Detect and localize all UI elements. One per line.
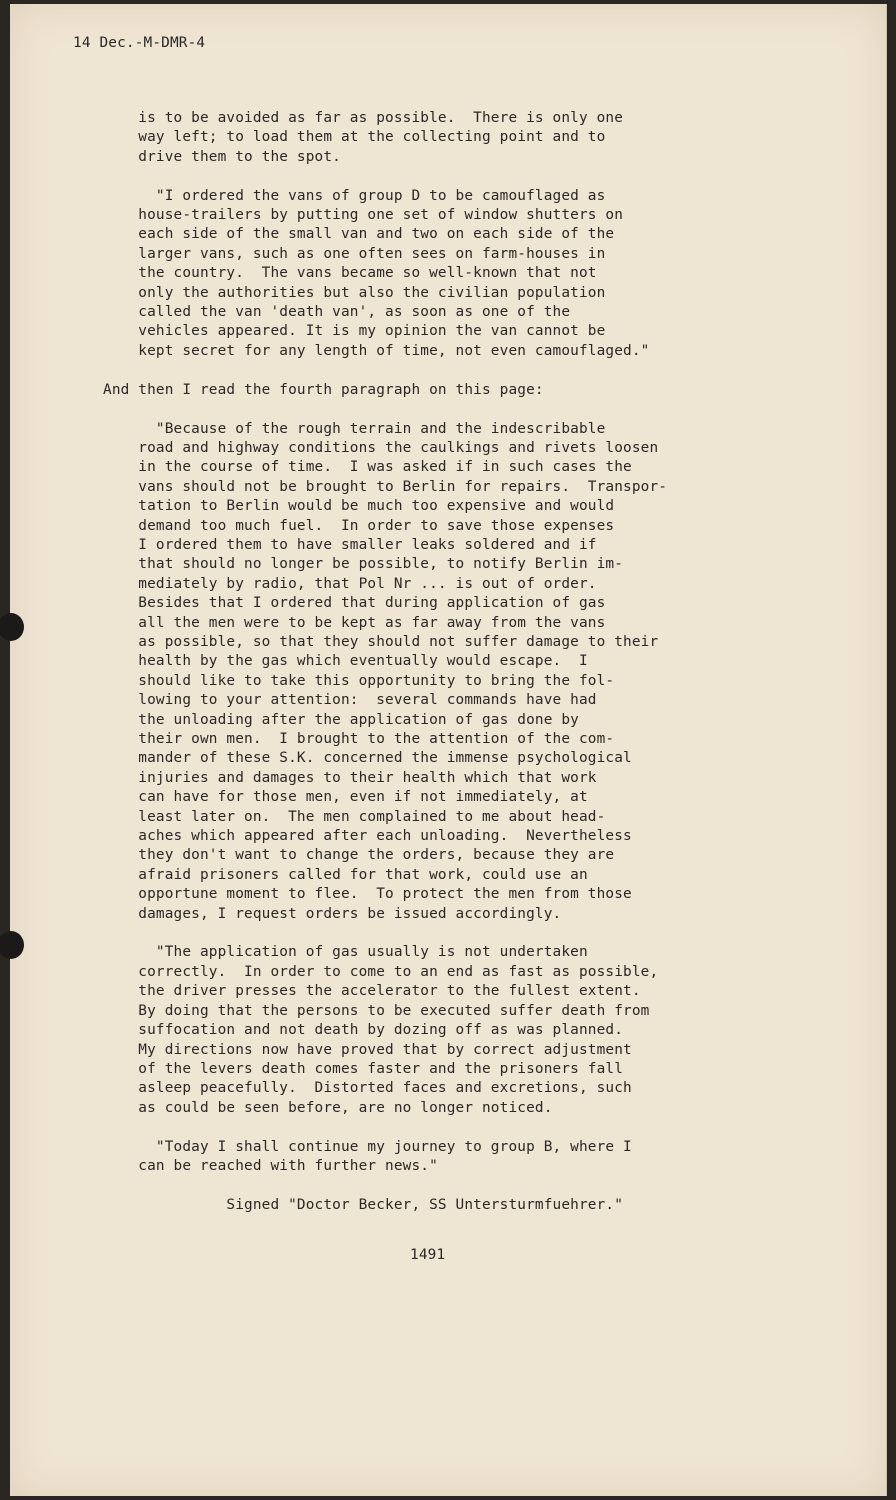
text-line: the driver presses the accelerator to the fullest extent. <box>103 983 641 1000</box>
text-line: Signed "Doctor Becker, SS Untersturmfuehrer." <box>103 1196 624 1213</box>
text-line: correctly. In order to come to an end as fast as possible, <box>103 963 659 980</box>
blank-line <box>103 1118 667 1137</box>
text-line: "Because of the rough terrain and the indescribable <box>103 420 606 437</box>
text-line: in the course of time. I was asked if in such cases the <box>103 459 632 476</box>
text-line: opportune moment to flee. To protect the men from those <box>103 886 632 903</box>
binder-hole-upper <box>0 613 24 641</box>
text-line: And then I read the fourth paragraph on this page: <box>103 381 544 398</box>
text-line: their own men. I brought to the attention of the com- <box>103 731 615 747</box>
text-line: "The application of gas usually is not undertaken <box>103 944 588 961</box>
text-line: damages, I request orders be issued accordingly. <box>103 905 562 922</box>
text-line: lowing to your attention: several commands have had <box>103 692 597 709</box>
text-line: mander of these S.K. concerned the immense psychological <box>103 750 632 767</box>
document-page <box>10 4 887 1496</box>
text-line: called the van 'death van', as soon as one of the <box>103 304 571 321</box>
text-line: as possible, so that they should not suffer damage to their <box>103 633 659 650</box>
text-line: asleep peacefully. Distorted faces and excretions, such <box>103 1080 632 1097</box>
text-line: tation to Berlin would be much too expensive and would <box>103 498 615 515</box>
text-line: demand too much fuel. In order to save those expenses <box>103 517 615 534</box>
document-body <box>103 109 667 1215</box>
binder-hole-lower <box>0 931 24 959</box>
text-line: each side of the small van and two on each side of the <box>103 226 615 243</box>
text-line: injuries and damages to their health which that work <box>103 769 597 786</box>
text-line: aches which appeared after each unloading. Nevertheless <box>103 828 632 845</box>
text-line: afraid prisoners called for that work, could use an <box>103 866 588 883</box>
text-line: way left; to load them at the collecting point and to <box>103 129 606 146</box>
text-line: only the authorities but also the civilian population <box>103 284 606 301</box>
blank-line <box>103 167 667 186</box>
text-line: I ordered them to have smaller leaks soldered and if <box>103 536 597 553</box>
text-line: the unloading after the application of gas done by <box>103 711 579 728</box>
text-line: least later on. The men complained to me about head- <box>103 808 606 825</box>
text-line: that should no longer be possible, to notify Berlin im- <box>103 556 624 573</box>
blank-line <box>103 1176 667 1195</box>
text-line: Besides that I ordered that during application of gas <box>103 595 606 612</box>
document-header: 14 Dec.-M-DMR-4 <box>73 35 206 51</box>
text-line: house-trailers by putting one set of window shutters on <box>103 207 624 224</box>
text-line: By doing that the persons to be executed suffer death from <box>103 1002 650 1019</box>
text-line: road and highway conditions the caulkings and rivets loosen <box>103 439 659 456</box>
text-line: they don't want to change the orders, because they are <box>103 847 615 864</box>
text-line: drive them to the spot. <box>103 148 341 165</box>
page-number: 1491 <box>410 1247 446 1263</box>
text-line: vans should not be brought to Berlin for repairs. Transpor- <box>103 478 668 495</box>
text-line: "Today I shall continue my journey to group B, where I <box>103 1138 632 1155</box>
text-line: larger vans, such as one often sees on farm-houses in <box>103 245 606 262</box>
text-line: can have for those men, even if not immediately, at <box>103 789 588 806</box>
blank-line <box>103 400 667 419</box>
text-line: mediately by radio, that Pol Nr ... is out of order. <box>103 575 597 592</box>
text-line: should like to take this opportunity to bring the fol- <box>103 672 615 689</box>
text-line: suffocation and not death by dozing off as was planned. <box>103 1022 624 1039</box>
text-line: "I ordered the vans of group D to be camouflaged as <box>103 187 606 204</box>
blank-line <box>103 924 667 943</box>
text-line: can be reached with further news." <box>103 1157 438 1174</box>
text-line: kept secret for any length of time, not even camouflaged." <box>103 342 650 359</box>
text-line: of the levers death comes faster and the prisoners fall <box>103 1060 624 1077</box>
blank-line <box>103 361 667 380</box>
text-line: all the men were to be kept as far away from the vans <box>103 614 606 631</box>
text-line: health by the gas which eventually would escape. I <box>103 653 588 670</box>
text-line: is to be avoided as far as possible. There is only one <box>103 110 624 126</box>
text-line: the country. The vans became so well-known that not <box>103 265 597 282</box>
text-line: My directions now have proved that by correct adjustment <box>103 1041 632 1058</box>
text-line: as could be seen before, are no longer noticed. <box>103 1099 553 1116</box>
text-line: vehicles appeared. It is my opinion the van cannot be <box>103 323 606 340</box>
